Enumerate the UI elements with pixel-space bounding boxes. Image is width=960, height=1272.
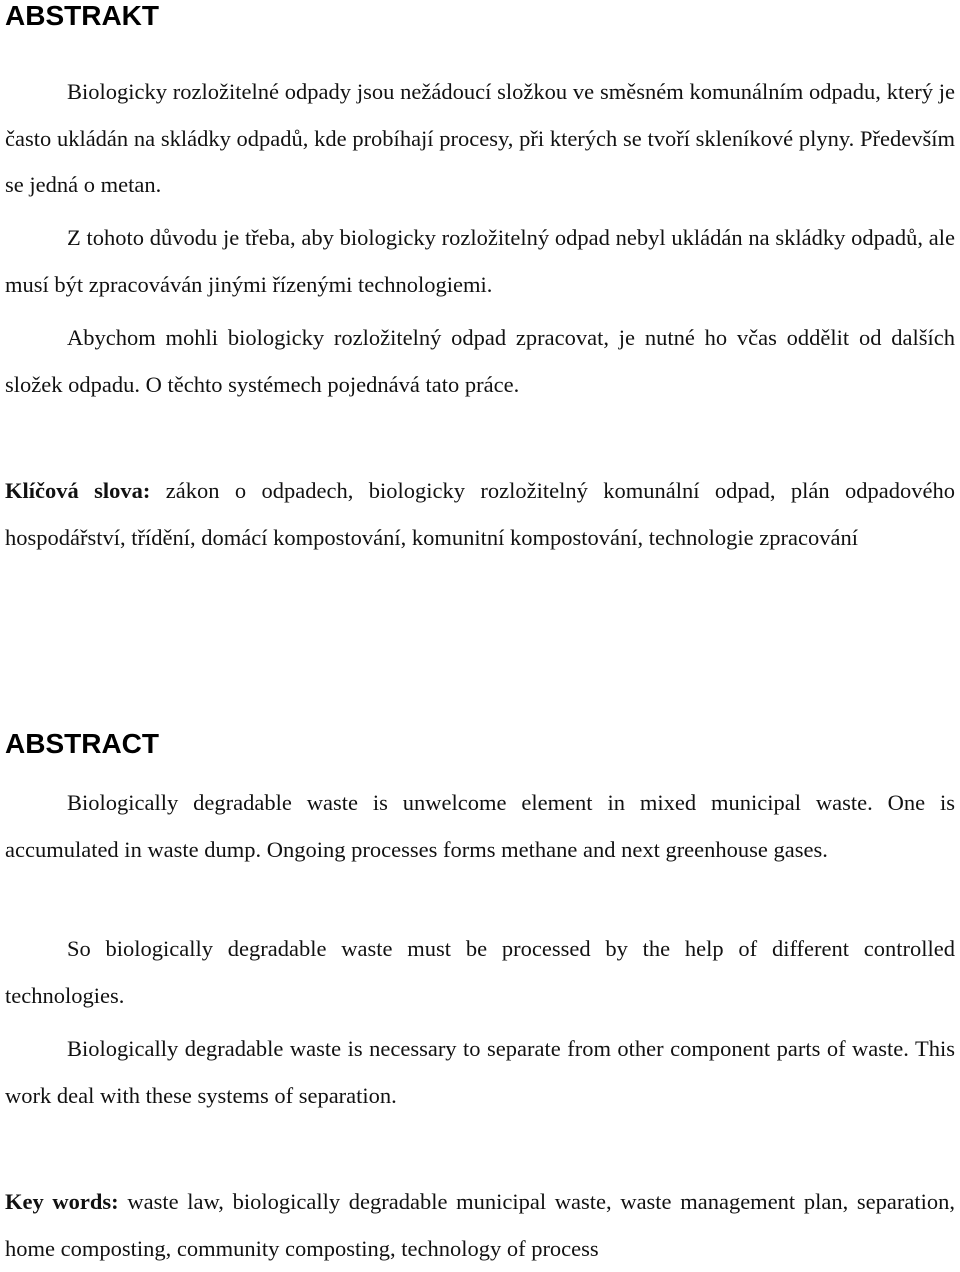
abstract-cz-paragraph-3: Abychom mohli biologicky rozložitelný odpad zpracovat, je nutné ho včas oddělit od dalších složek odpadu. O těchto systémech pojednává tato práce. [5, 325, 955, 397]
abstract-en-paragraph-2: So biologically degradable waste must be processed by the help of different controlled technologies. [5, 936, 955, 1008]
abstract-en-paragraph-3: Biologically degradable waste is necessary to separate from other component parts of waste. This work deal with these systems of separation. [5, 1036, 955, 1108]
abstract-cz-paragraph-1: Biologicky rozložitelné odpady jsou nežádoucí složkou ve směsném komunálním odpadu, který je často ukládán na skládky odpadů, kde probíhají procesy, při kterých se tvoří skleníkové plyny. Především se jedná o metan. [5, 79, 955, 197]
keywords-cz-label: Klíčová slova: [5, 478, 151, 503]
abstract-en-paragraph-1: Biologically degradable waste is unwelcome element in mixed municipal waste. One is accumulated in waste dump. Ongoing processes forms methane and next greenhouse gases. [5, 790, 955, 862]
keywords-en-label: Key words: [5, 1189, 119, 1214]
abstract-en-heading: ABSTRACT [5, 728, 159, 759]
keywords-en-text: waste law, biologically degradable municipal waste, waste management plan, separation, home composting, community composting, technology of process [5, 1189, 955, 1261]
abstract-cz-paragraph-2: Z tohoto důvodu je třeba, aby biologicky rozložitelný odpad nebyl ukládán na skládky odpadů, ale musí být zpracováván jinými řízenými technologiemi. [5, 225, 955, 297]
keywords-cz [5, 468, 955, 561]
keywords-cz-text: zákon o odpadech, biologicky rozložitelný komunální odpad, plán odpadového hospodářství, třídění, domácí kompostování, komunitní kompostování, technologie zpracování [5, 478, 955, 550]
abstract-cz-heading: ABSTRAKT [5, 0, 159, 31]
keywords-en [5, 1179, 955, 1272]
